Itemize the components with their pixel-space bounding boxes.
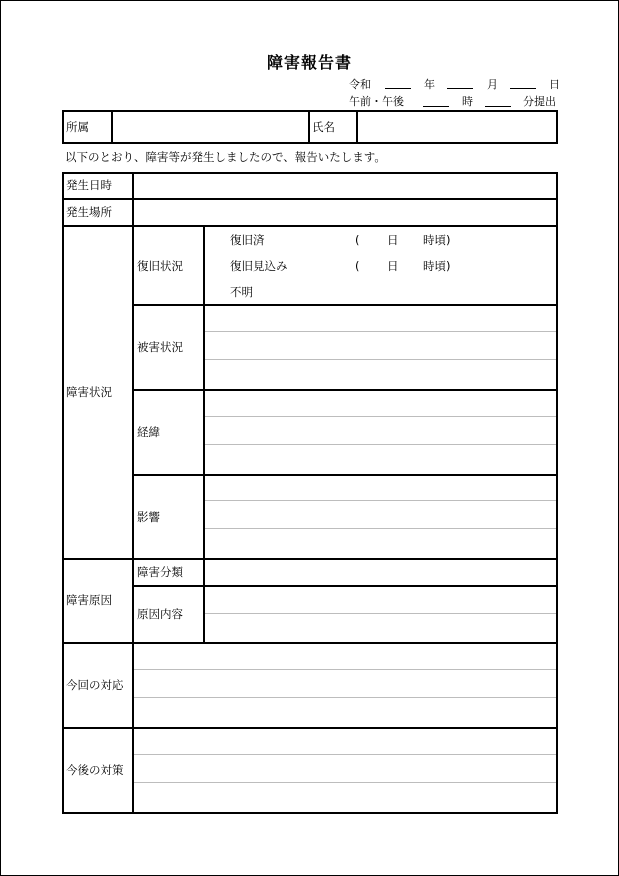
recovery-expected-option[interactable]: 復旧見込み (230, 259, 288, 273)
cause-details-field[interactable] (205, 587, 556, 641)
failure-cause-label: 障害原因 (66, 593, 112, 607)
header-divider-1 (111, 110, 113, 144)
page-title: 障害報告書 (266, 53, 352, 72)
current-response-field[interactable] (135, 644, 556, 726)
date-day-label: 日 (549, 78, 560, 91)
background-field[interactable] (205, 391, 556, 473)
expected-day-unit: 日 (387, 259, 399, 273)
expected-paren-open: ( (355, 259, 360, 273)
future-measures-field[interactable] (135, 729, 556, 812)
damage-status-label: 被害状況 (137, 340, 183, 354)
date-day-blank[interactable] (510, 88, 536, 89)
time-ampm-label: 午前・午後 (349, 95, 404, 108)
row-line-2 (62, 225, 558, 227)
damage-status-field[interactable] (205, 306, 556, 388)
department-label: 所属 (66, 120, 89, 134)
header-divider-3 (356, 110, 358, 144)
name-label: 氏名 (312, 120, 335, 134)
failure-category-label: 障害分類 (137, 565, 183, 579)
time-minute-submit-label: 分提出 (523, 95, 556, 108)
recovered-time-approx: 時頃) (423, 233, 451, 247)
impact-field[interactable] (205, 476, 556, 557)
time-hour-label: 時 (462, 95, 473, 108)
left-column-divider (132, 172, 134, 814)
date-month-label: 月 (487, 78, 498, 91)
name-field[interactable] (360, 113, 555, 142)
cause-details-label: 原因内容 (137, 607, 183, 621)
expected-time-approx: 時頃) (423, 259, 451, 273)
failure-status-label: 障害状況 (66, 385, 112, 399)
recovered-option[interactable]: 復旧済 (230, 233, 265, 247)
unknown-option[interactable]: 不明 (230, 285, 253, 299)
header-divider-2 (308, 110, 310, 144)
occurrence-datetime-field[interactable] (135, 174, 556, 197)
department-field[interactable] (114, 113, 307, 142)
intro-text: 以下のとおり、障害等が発生しましたので、報告いたします。 (65, 150, 386, 164)
row-line-1 (62, 198, 558, 200)
time-hour-blank[interactable] (423, 106, 449, 107)
date-era-label: 令和 (349, 78, 371, 91)
recovered-day-unit: 日 (387, 233, 399, 247)
date-month-blank[interactable] (447, 88, 473, 89)
failure-category-field[interactable] (205, 560, 556, 584)
occurrence-datetime-label: 発生日時 (66, 178, 112, 192)
current-response-label: 今回の対応 (66, 678, 124, 692)
recovered-paren-open: ( (355, 233, 360, 247)
future-measures-label: 今後の対策 (66, 763, 124, 777)
occurrence-place-field[interactable] (135, 201, 556, 224)
occurrence-place-label: 発生場所 (66, 205, 112, 219)
impact-label: 影響 (137, 510, 160, 524)
recovery-status-label: 復旧状況 (137, 259, 183, 273)
date-year-label: 年 (424, 78, 435, 91)
time-minute-blank[interactable] (485, 106, 511, 107)
date-year-blank[interactable] (385, 88, 411, 89)
background-label: 経緯 (137, 425, 160, 439)
